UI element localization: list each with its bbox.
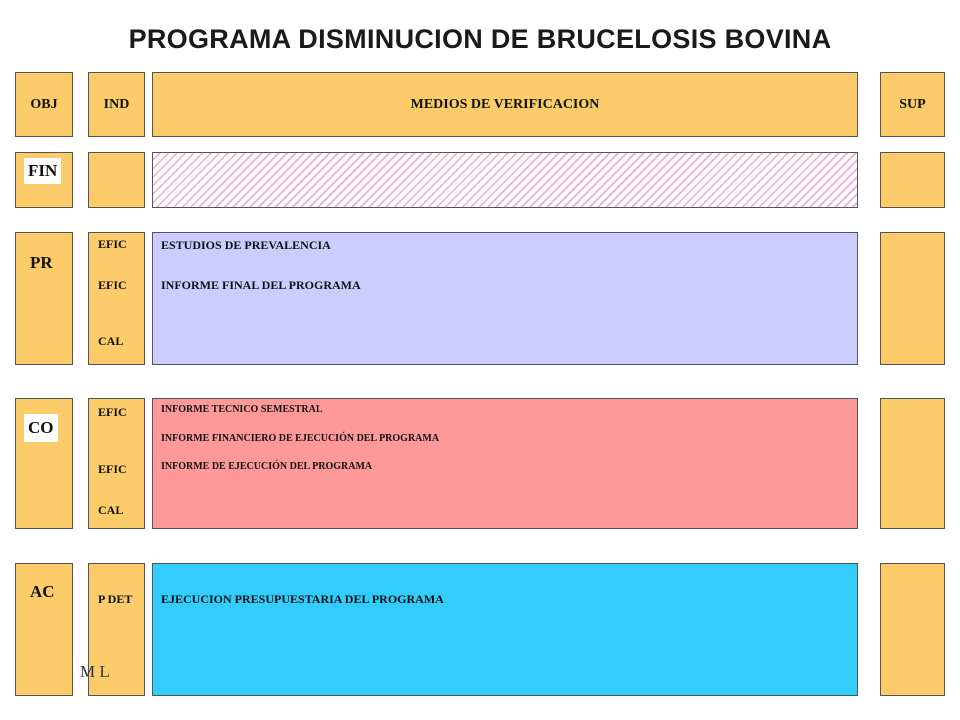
ac-sup-cell <box>880 563 945 696</box>
co-indicator: EFIC <box>98 462 127 476</box>
footer-text: M L <box>80 662 110 681</box>
ac-label: AC <box>30 582 55 601</box>
pr-medios-cell <box>152 232 858 365</box>
co-medio-item: INFORME TECNICO SEMESTRAL <box>161 404 323 415</box>
ac-obj-cell <box>15 563 73 696</box>
pr-ind-cell <box>88 232 145 365</box>
co-ind-cell <box>88 398 145 529</box>
header-ind-label: IND <box>103 96 130 112</box>
fin-label: FIN <box>24 158 61 184</box>
pr-indicator: CAL <box>98 334 124 348</box>
co-medios-cell <box>152 398 858 529</box>
header-ind <box>88 72 145 137</box>
ac-medios-cell <box>152 563 858 696</box>
header-sup-label: SUP <box>899 96 926 112</box>
fin-medios-cell <box>152 152 858 208</box>
co-medio-item: INFORME DE EJECUCIÓN DEL PROGRAMA <box>161 461 373 472</box>
pr-medio-item: INFORME FINAL DEL PROGRAMA <box>161 278 361 292</box>
header-medios-label: MEDIOS DE VERIFICACION <box>410 96 600 112</box>
pr-label: PR <box>30 253 53 272</box>
header-obj <box>15 72 73 137</box>
pr-obj-cell <box>15 232 73 365</box>
co-indicator: EFIC <box>98 405 127 419</box>
header-medios <box>152 72 858 137</box>
co-medio-item: INFORME FINANCIERO DE EJECUCIÓN DEL PROGRAMA <box>161 433 440 444</box>
header-sup <box>880 72 945 137</box>
pr-indicator: EFIC <box>98 278 127 292</box>
co-sup-cell <box>880 398 945 529</box>
pr-medio-item: ESTUDIOS DE PREVALENCIA <box>161 238 331 252</box>
ac-indicator: P DET <box>98 592 133 606</box>
fin-sup-cell <box>880 152 945 208</box>
page-title: PROGRAMA DISMINUCION DE BRUCELOSIS BOVINA <box>128 24 832 54</box>
header-obj-label: OBJ <box>30 96 58 112</box>
pr-indicator: EFIC <box>98 237 127 251</box>
co-label: CO <box>24 414 58 442</box>
fin-ind-cell <box>88 152 145 208</box>
pr-sup-cell <box>880 232 945 365</box>
co-indicator: CAL <box>98 503 124 517</box>
ac-medio-item: EJECUCION PRESUPUESTARIA DEL PROGRAMA <box>161 592 444 606</box>
